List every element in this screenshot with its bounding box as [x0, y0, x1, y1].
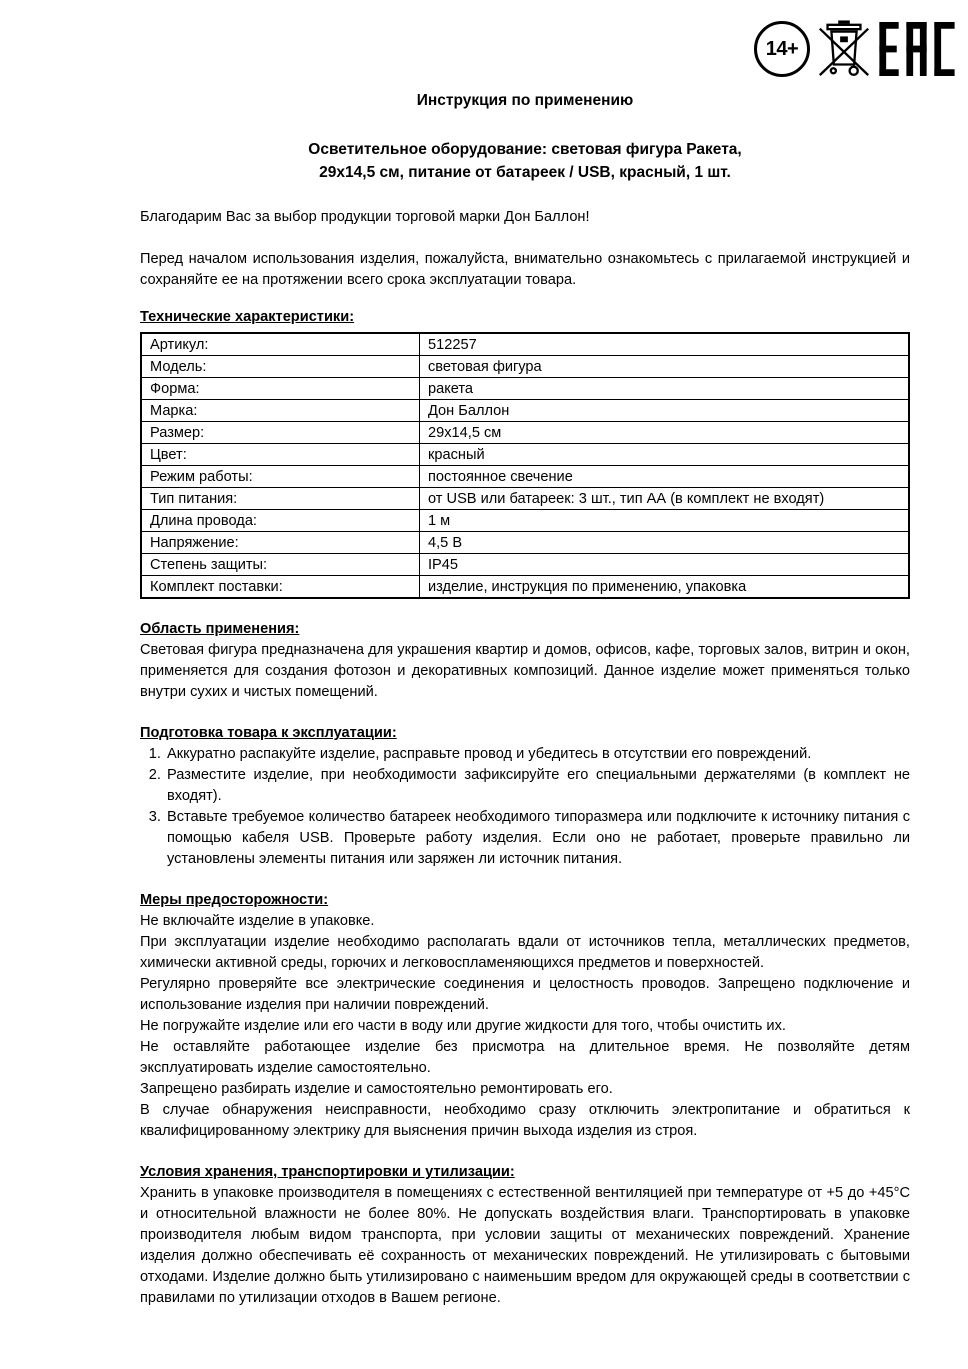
precaution-paragraph: Не включайте изделие в упаковке. [140, 913, 375, 929]
spec-value: красный [420, 444, 910, 466]
table-row [141, 466, 909, 488]
precaution-paragraph: Не погружайте изделие или его части в воду или другие жидкости для того, чтобы очистить их. [140, 1018, 786, 1034]
preparation-list [140, 744, 910, 870]
spec-label: Размер: [141, 422, 420, 444]
list-item: 2. Разместите изделие, при необходимости зафиксируйте его специальными держателями (в комплект не входят). [165, 765, 910, 807]
specs-table [140, 332, 910, 599]
spec-value: IP45 [420, 554, 910, 576]
spec-value: 512257 [420, 333, 910, 356]
table-row [141, 378, 909, 400]
spec-value: изделие, инструкция по применению, упаковка [420, 576, 910, 599]
specs-heading: Технические характеристики: [140, 309, 355, 325]
table-row [141, 333, 909, 356]
spec-value: 4,5 В [420, 532, 910, 554]
table-row [141, 488, 909, 510]
application-paragraph: Световая фигура предназначена для украшения квартир и домов, офисов, кафе, торговых залов, витрин и окон, применяется для создания фотозон и декоративных композиций. Данное изделие может применяться только внутри сухих и чистых помещений. [140, 642, 910, 700]
spec-label: Комплект поставки: [141, 576, 420, 599]
spec-label: Модель: [141, 356, 420, 378]
application-heading: Область применения: [140, 621, 300, 637]
table-row [141, 356, 909, 378]
spec-label: Цвет: [141, 444, 420, 466]
spec-value: ракета [420, 378, 910, 400]
precaution-paragraph: Регулярно проверяйте все электрические соединения и целостность проводов. Запрещено подключение и использование изделия при наличии повреждений. [140, 976, 910, 1013]
table-row [141, 444, 909, 466]
read-notice-paragraph: Перед началом использования изделия, пожалуйста, внимательно ознакомьтесь с прилагаемой инструкцией и сохраняйте ее на протяжении всего срока эксплуатации товара. [140, 251, 910, 288]
spec-value: 1 м [420, 510, 910, 532]
table-row [141, 576, 909, 599]
precautions-block [140, 911, 910, 1142]
table-row [141, 400, 909, 422]
precaution-paragraph: Не оставляйте работающее изделие без присмотра на длительное время. Не позволяйте детям эксплуатировать изделие самостоятельно. [140, 1039, 910, 1076]
spec-label: Длина провода: [141, 510, 420, 532]
spec-label: Режим работы: [141, 466, 420, 488]
product-subtitle [140, 138, 910, 184]
product-subtitle-line1: Осветительное оборудование: световая фигура Ракета, [308, 141, 742, 158]
preparation-heading: Подготовка товара к эксплуатации: [140, 725, 397, 741]
spec-value: Дон Баллон [420, 400, 910, 422]
thanks-paragraph: Благодарим Вас за выбор продукции торговой марки Дон Баллон! [140, 209, 590, 225]
list-item: 1. Аккуратно распакуйте изделие, расправьте провод и убедитесь в отсутствии его повреждений. [165, 744, 910, 765]
precautions-heading: Меры предосторожности: [140, 892, 329, 908]
precaution-paragraph: При эксплуатации изделие необходимо располагать вдали от источников тепла, металлических предметов, химически активной среды, горючих и легковоспламеняющихся предметов и поверхностей. [140, 934, 910, 971]
precaution-paragraph: Запрещено разбирать изделие и самостоятельно ремонтировать его. [140, 1081, 613, 1097]
spec-label: Форма: [141, 378, 420, 400]
spec-label: Артикул: [141, 333, 420, 356]
storage-heading: Условия хранения, транспортировки и утилизации: [140, 1164, 515, 1180]
spec-value: 29х14,5 см [420, 422, 910, 444]
spec-label: Напряжение: [141, 532, 420, 554]
page-title: Инструкция по применению [416, 92, 634, 109]
storage-paragraph: Хранить в упаковке производителя в помещениях с естественной вентиляцией при температуре от +5 до +45°С и относительной влажности не более 80%. Не допускать воздействия влаги. Транспортировать в упаковке производителя любым видом транспорта, при условии защиты от механических повреждений. Хранение изделия должно обеспечивать её сохранность от механических повреждений. Не утилизировать с бытовыми отходами. Изделие должно быть утилизировано с наименьшим вредом для окружающей среды в соответствии с правилами по утилизации отходов в Вашем регионе. [140, 1185, 910, 1306]
spec-label: Степень защиты: [141, 554, 420, 576]
age-rating-label: 14+ [765, 37, 799, 60]
table-row [141, 510, 909, 532]
product-subtitle-line2: 29х14,5 см, питание от батареек / USB, красный, 1 шт. [319, 164, 731, 181]
spec-value: постоянное свечение [420, 466, 910, 488]
table-row [141, 554, 909, 576]
list-item: 3. Вставьте требуемое количество батареек необходимого типоразмера или подключите к источнику питания с помощью кабеля USB. Проверьте работу изделия. Если оно не работает, проверьте правильно ли установлены элементы питания или заряжен ли источник питания. [165, 807, 910, 870]
spec-label: Тип питания: [141, 488, 420, 510]
table-row [141, 532, 909, 554]
spec-value: световая фигура [420, 356, 910, 378]
table-row [141, 422, 909, 444]
spec-value: от USB или батареек: 3 шт., тип АА (в комплект не входят) [420, 488, 910, 510]
precaution-paragraph: В случае обнаружения неисправности, необходимо сразу отключить электропитание и обратиться к квалифицированному электрику для выяснения причин выхода изделия из строя. [140, 1102, 910, 1139]
spec-label: Марка: [141, 400, 420, 422]
document-content [140, 0, 910, 1309]
